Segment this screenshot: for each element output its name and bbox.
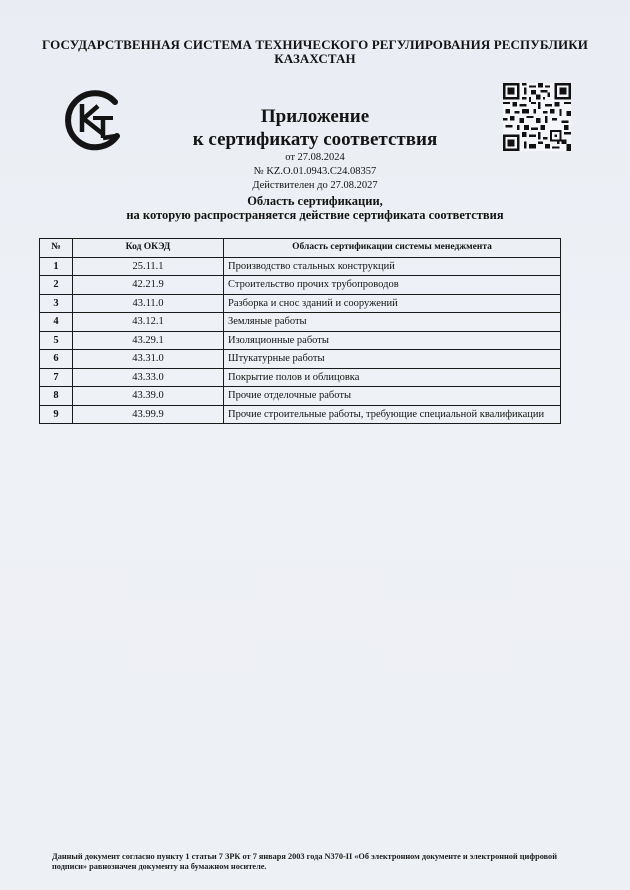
table-row bbox=[40, 387, 561, 406]
column-header-scope-area: Область сертификации системы менеджмента bbox=[224, 239, 561, 258]
table-row bbox=[40, 405, 561, 424]
table-row bbox=[40, 276, 561, 295]
row-number: 2 bbox=[40, 276, 73, 295]
oked-code: 43.39.0 bbox=[73, 387, 224, 406]
row-number: 3 bbox=[40, 294, 73, 313]
document-title: Приложение bbox=[260, 106, 370, 127]
table-row bbox=[40, 368, 561, 387]
issuer-header-line-2: КАЗАХСТАН bbox=[274, 51, 356, 66]
certificate-number: № KZ.O.01.0943.C24.08357 bbox=[253, 166, 377, 177]
row-number: 9 bbox=[40, 405, 73, 424]
row-number: 8 bbox=[40, 387, 73, 406]
oked-code: 43.31.0 bbox=[73, 350, 224, 369]
column-header-oked-code: Код ОКЭД bbox=[73, 239, 224, 258]
scope-area: Строительство прочих трубопроводов bbox=[224, 276, 561, 295]
scope-heading: Область сертификации, bbox=[247, 194, 383, 208]
table-row bbox=[40, 313, 561, 332]
table-row bbox=[40, 294, 561, 313]
legal-footer-note: Данный документ согласно пункту 1 статьи 7 ЗРК от 7 января 2003 года N370-II «Об электронном документе и электронной цифровой подписи» равнозначен документу на бумажном носителе. bbox=[52, 852, 557, 871]
scope-area: Изоляционные работы bbox=[224, 331, 561, 350]
row-number: 1 bbox=[40, 257, 73, 276]
oked-code: 25.11.1 bbox=[73, 257, 224, 276]
column-header-number: № bbox=[40, 239, 73, 258]
scope-area: Земляные работы bbox=[224, 313, 561, 332]
oked-code: 43.29.1 bbox=[73, 331, 224, 350]
certificate-valid-until: Действителен до 27.08.2027 bbox=[252, 180, 378, 191]
table-row bbox=[40, 350, 561, 369]
document-subtitle: к сертификату соответствия bbox=[192, 129, 438, 150]
scope-area: Разборка и снос зданий и сооружений bbox=[224, 294, 561, 313]
table-row bbox=[40, 257, 561, 276]
oked-code: 43.12.1 bbox=[73, 313, 224, 332]
row-number: 5 bbox=[40, 331, 73, 350]
issuer-header-line-1: ГОСУДАРСТВЕННАЯ СИСТЕМА ТЕХНИЧЕСКОГО РЕГУЛИРОВАНИЯ РЕСПУБЛИКИ bbox=[42, 37, 588, 52]
table-header-row bbox=[40, 239, 561, 258]
oked-code: 43.11.0 bbox=[73, 294, 224, 313]
oked-code: 43.99.9 bbox=[73, 405, 224, 424]
scope-area: Прочие отделочные работы bbox=[224, 387, 561, 406]
scope-area: Прочие строительные работы, требующие специальной квалификации bbox=[224, 405, 561, 424]
scope-subheading: на которую распространяется действие сертификата соответствия bbox=[126, 208, 504, 222]
scope-area: Покрытие полов и облицовка bbox=[224, 368, 561, 387]
oked-code: 43.33.0 bbox=[73, 368, 224, 387]
row-number: 6 bbox=[40, 350, 73, 369]
scope-area: Производство стальных конструкций bbox=[224, 257, 561, 276]
row-number: 4 bbox=[40, 313, 73, 332]
certificate-date: от 27.08.2024 bbox=[285, 152, 345, 163]
table-row bbox=[40, 331, 561, 350]
scope-area: Штукатурные работы bbox=[224, 350, 561, 369]
row-number: 7 bbox=[40, 368, 73, 387]
certification-scope-table bbox=[39, 238, 561, 424]
oked-code: 42.21.9 bbox=[73, 276, 224, 295]
